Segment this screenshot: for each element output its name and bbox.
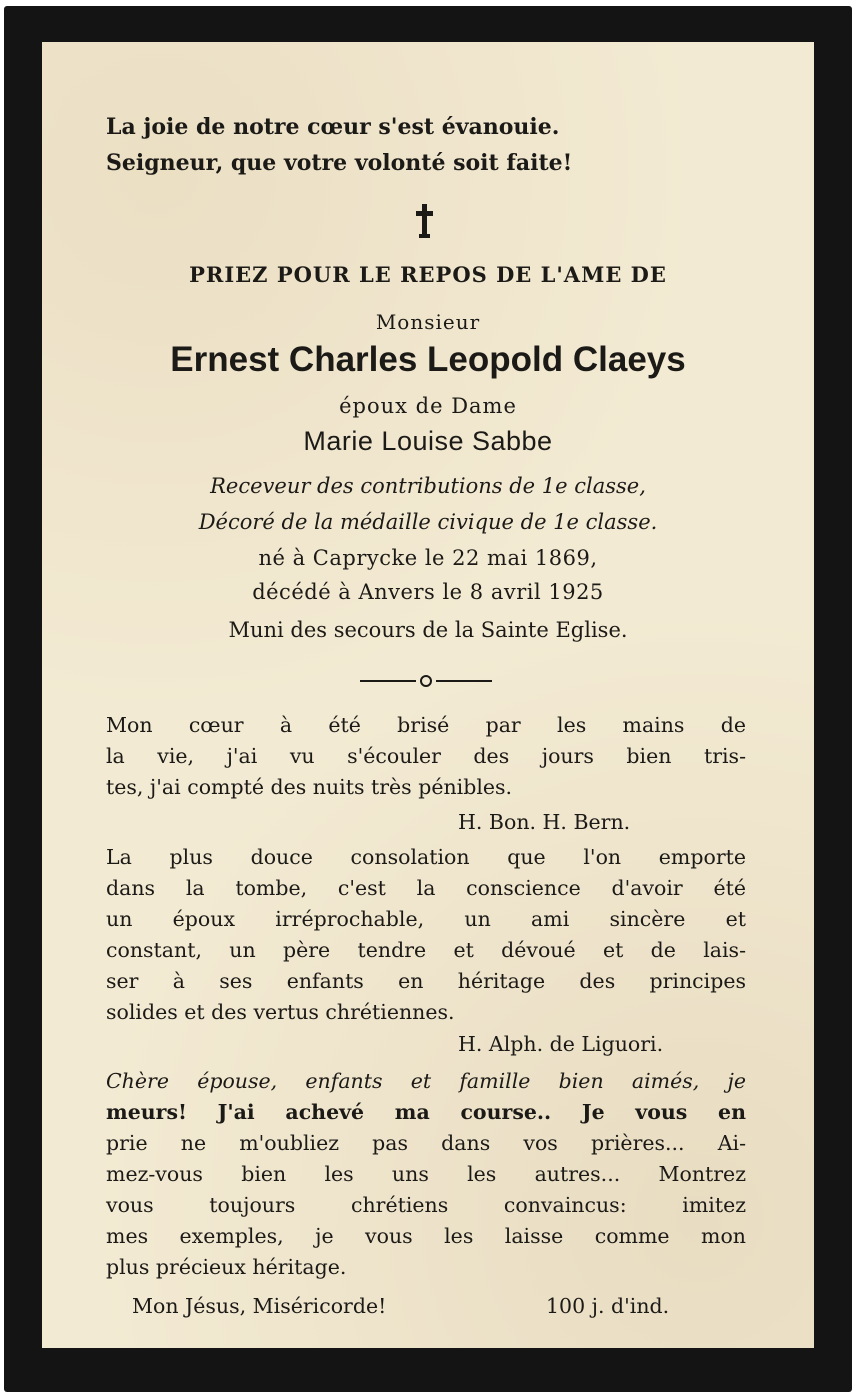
ornament-divider — [360, 672, 492, 688]
closing-prayer: Mon Jésus, Miséricorde! — [132, 1294, 387, 1318]
farewell-message — [106, 1066, 746, 1283]
farewell-line: mez-vous bien les uns les autres... Montrez — [106, 1162, 746, 1186]
deceased-name: Ernest Charles Leopold Claeys — [170, 340, 686, 379]
role-line-2: Décoré de la médaille civique de 1e classe. — [198, 510, 658, 534]
epitaph-line-1: La joie de notre cœur s'est évanouie. — [106, 114, 560, 140]
farewell-line: plus précieux héritage. — [106, 1255, 347, 1279]
indulgence-note: 100 j. d'ind. — [546, 1294, 670, 1318]
card-paper — [42, 42, 814, 1348]
prayer-heading: PRIEZ POUR LE REPOS DE L'AME DE — [189, 262, 667, 287]
farewell-line: vous toujours chrétiens convaincus: imitez — [106, 1193, 746, 1217]
birth-line: né à Caprycke le 22 mai 1869, — [258, 546, 598, 570]
quote-1-line: la vie, j'ai vu s'écouler des jours bien tris- — [106, 744, 746, 768]
epitaph-line-2: Seigneur, que votre volonté soit faite! — [106, 150, 573, 176]
quote-2-line: solides et des vertus chrétiennes. — [106, 1000, 455, 1024]
quote-2-line: La plus douce consolation que l'on emporte — [106, 845, 746, 869]
farewell-line: Chère épouse, enfants et famille bien aimés, je — [106, 1069, 746, 1093]
quote-2-line: dans la tombe, c'est la conscience d'avoir été — [106, 876, 746, 900]
quote-2 — [106, 842, 746, 1028]
quote-1-author: H. Bon. H. Bern. — [458, 810, 631, 834]
memorial-card — [4, 6, 852, 1392]
quote-1 — [106, 710, 746, 803]
cross-icon — [414, 202, 434, 240]
role-line-1: Receveur des contributions de 1e classe, — [210, 474, 646, 498]
honorific: Monsieur — [375, 310, 481, 334]
spouse-intro: époux de Dame — [339, 394, 517, 418]
quote-1-line: tes, j'ai compté des nuits très pénibles. — [106, 775, 513, 799]
quote-2-line: constant, un père tendre et dévoué et de lais- — [106, 938, 746, 962]
quote-2-line: un époux irréprochable, un ami sincère et — [106, 907, 746, 931]
quote-2-author: H. Alph. de Liguori. — [458, 1032, 664, 1056]
spouse-name: Marie Louise Sabbe — [303, 426, 553, 456]
farewell-line: prie ne m'oubliez pas dans vos prières... Ai- — [106, 1131, 746, 1155]
farewell-line: meurs! J'ai achevé ma course.. Je vous en — [106, 1100, 746, 1124]
death-line: décédé à Anvers le 8 avril 1925 — [252, 580, 604, 604]
quote-2-line: ser à ses enfants en héritage des principes — [106, 969, 746, 993]
quote-1-line: Mon cœur à été brisé par les mains de — [106, 713, 746, 737]
farewell-line: mes exemples, je vous les laisse comme mon — [106, 1224, 746, 1248]
sacraments-line: Muni des secours de la Sainte Eglise. — [228, 618, 628, 642]
